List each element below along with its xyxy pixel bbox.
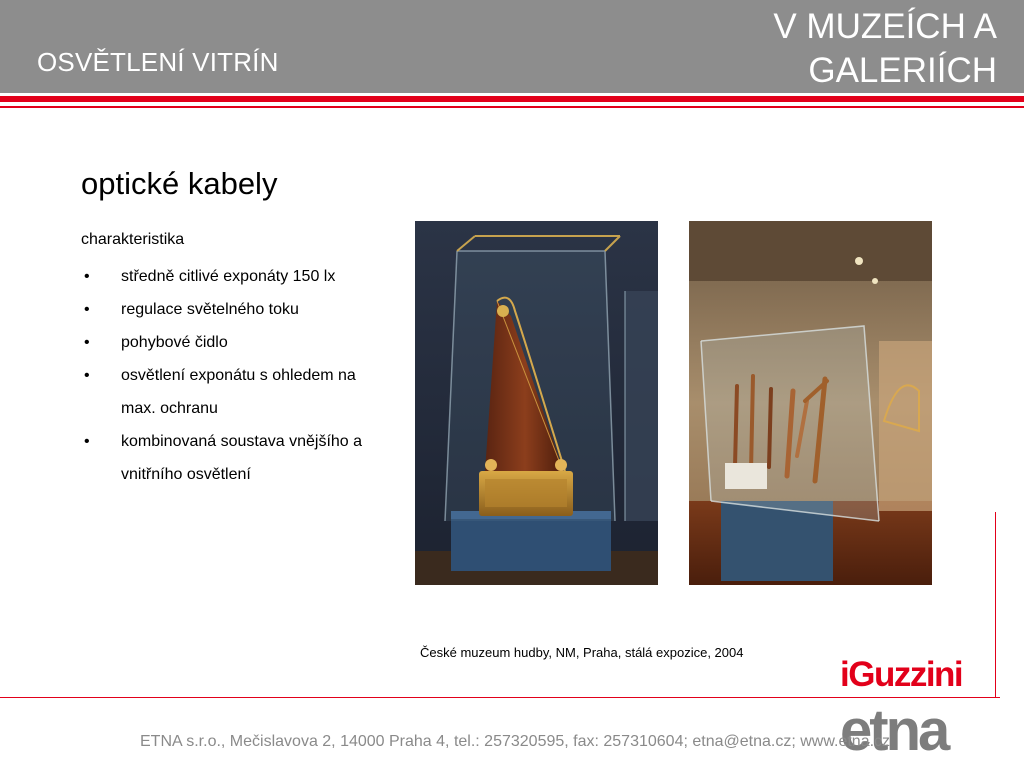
- etna-logo-text: etna: [840, 700, 948, 756]
- footer-red-vertical-line: [995, 512, 996, 698]
- bullet-text: kombinovaná soustava vnějšího a vnitřního osvětlení: [121, 433, 363, 483]
- section-heading: optické kabely: [81, 166, 278, 201]
- harp-vitrine-photo: [415, 221, 658, 585]
- footer-contact: ETNA s.r.o., Mečislavova 2, 14000 Praha 4, tel.: 257320595, fax: 257310604; etna@etna.cz; www.etna.cz: [140, 733, 891, 750]
- iguzzini-logo: [840, 653, 980, 693]
- list-item: [81, 359, 391, 425]
- list-item: [81, 425, 391, 491]
- bullet-marker: •: [84, 367, 90, 384]
- instruments-vitrine-photo: [689, 221, 932, 585]
- bullet-text: osvětlení exponátu s ohledem na max. ochranu: [121, 367, 356, 417]
- bullet-marker: •: [84, 334, 90, 351]
- list-item: [81, 326, 391, 359]
- slide-subtitle: OSVĚTLENÍ VITRÍN: [37, 47, 279, 77]
- header-red-line: [0, 106, 1024, 108]
- section-label: charakteristika: [81, 231, 185, 248]
- header-red-stripe: [0, 96, 1024, 102]
- list-item: [81, 293, 391, 326]
- bullet-marker: •: [84, 301, 90, 318]
- iguzzini-logo-text: iGuzzini: [840, 655, 963, 693]
- bullet-text: regulace světelného toku: [121, 301, 299, 318]
- bullet-marker: •: [84, 268, 90, 285]
- photo-caption: České muzeum hudby, NM, Praha, stálá expozice, 2004: [420, 645, 744, 660]
- bullet-list: [81, 260, 391, 491]
- footer-red-line: [0, 697, 1000, 698]
- list-item: [81, 260, 391, 293]
- bullet-text: pohybové čidlo: [121, 334, 228, 351]
- bullet-marker: •: [84, 433, 90, 450]
- bullet-text: středně citlivé exponáty 150 lx: [121, 268, 336, 285]
- slide-title: V MUZEÍCH A GALERIÍCH: [773, 7, 997, 90]
